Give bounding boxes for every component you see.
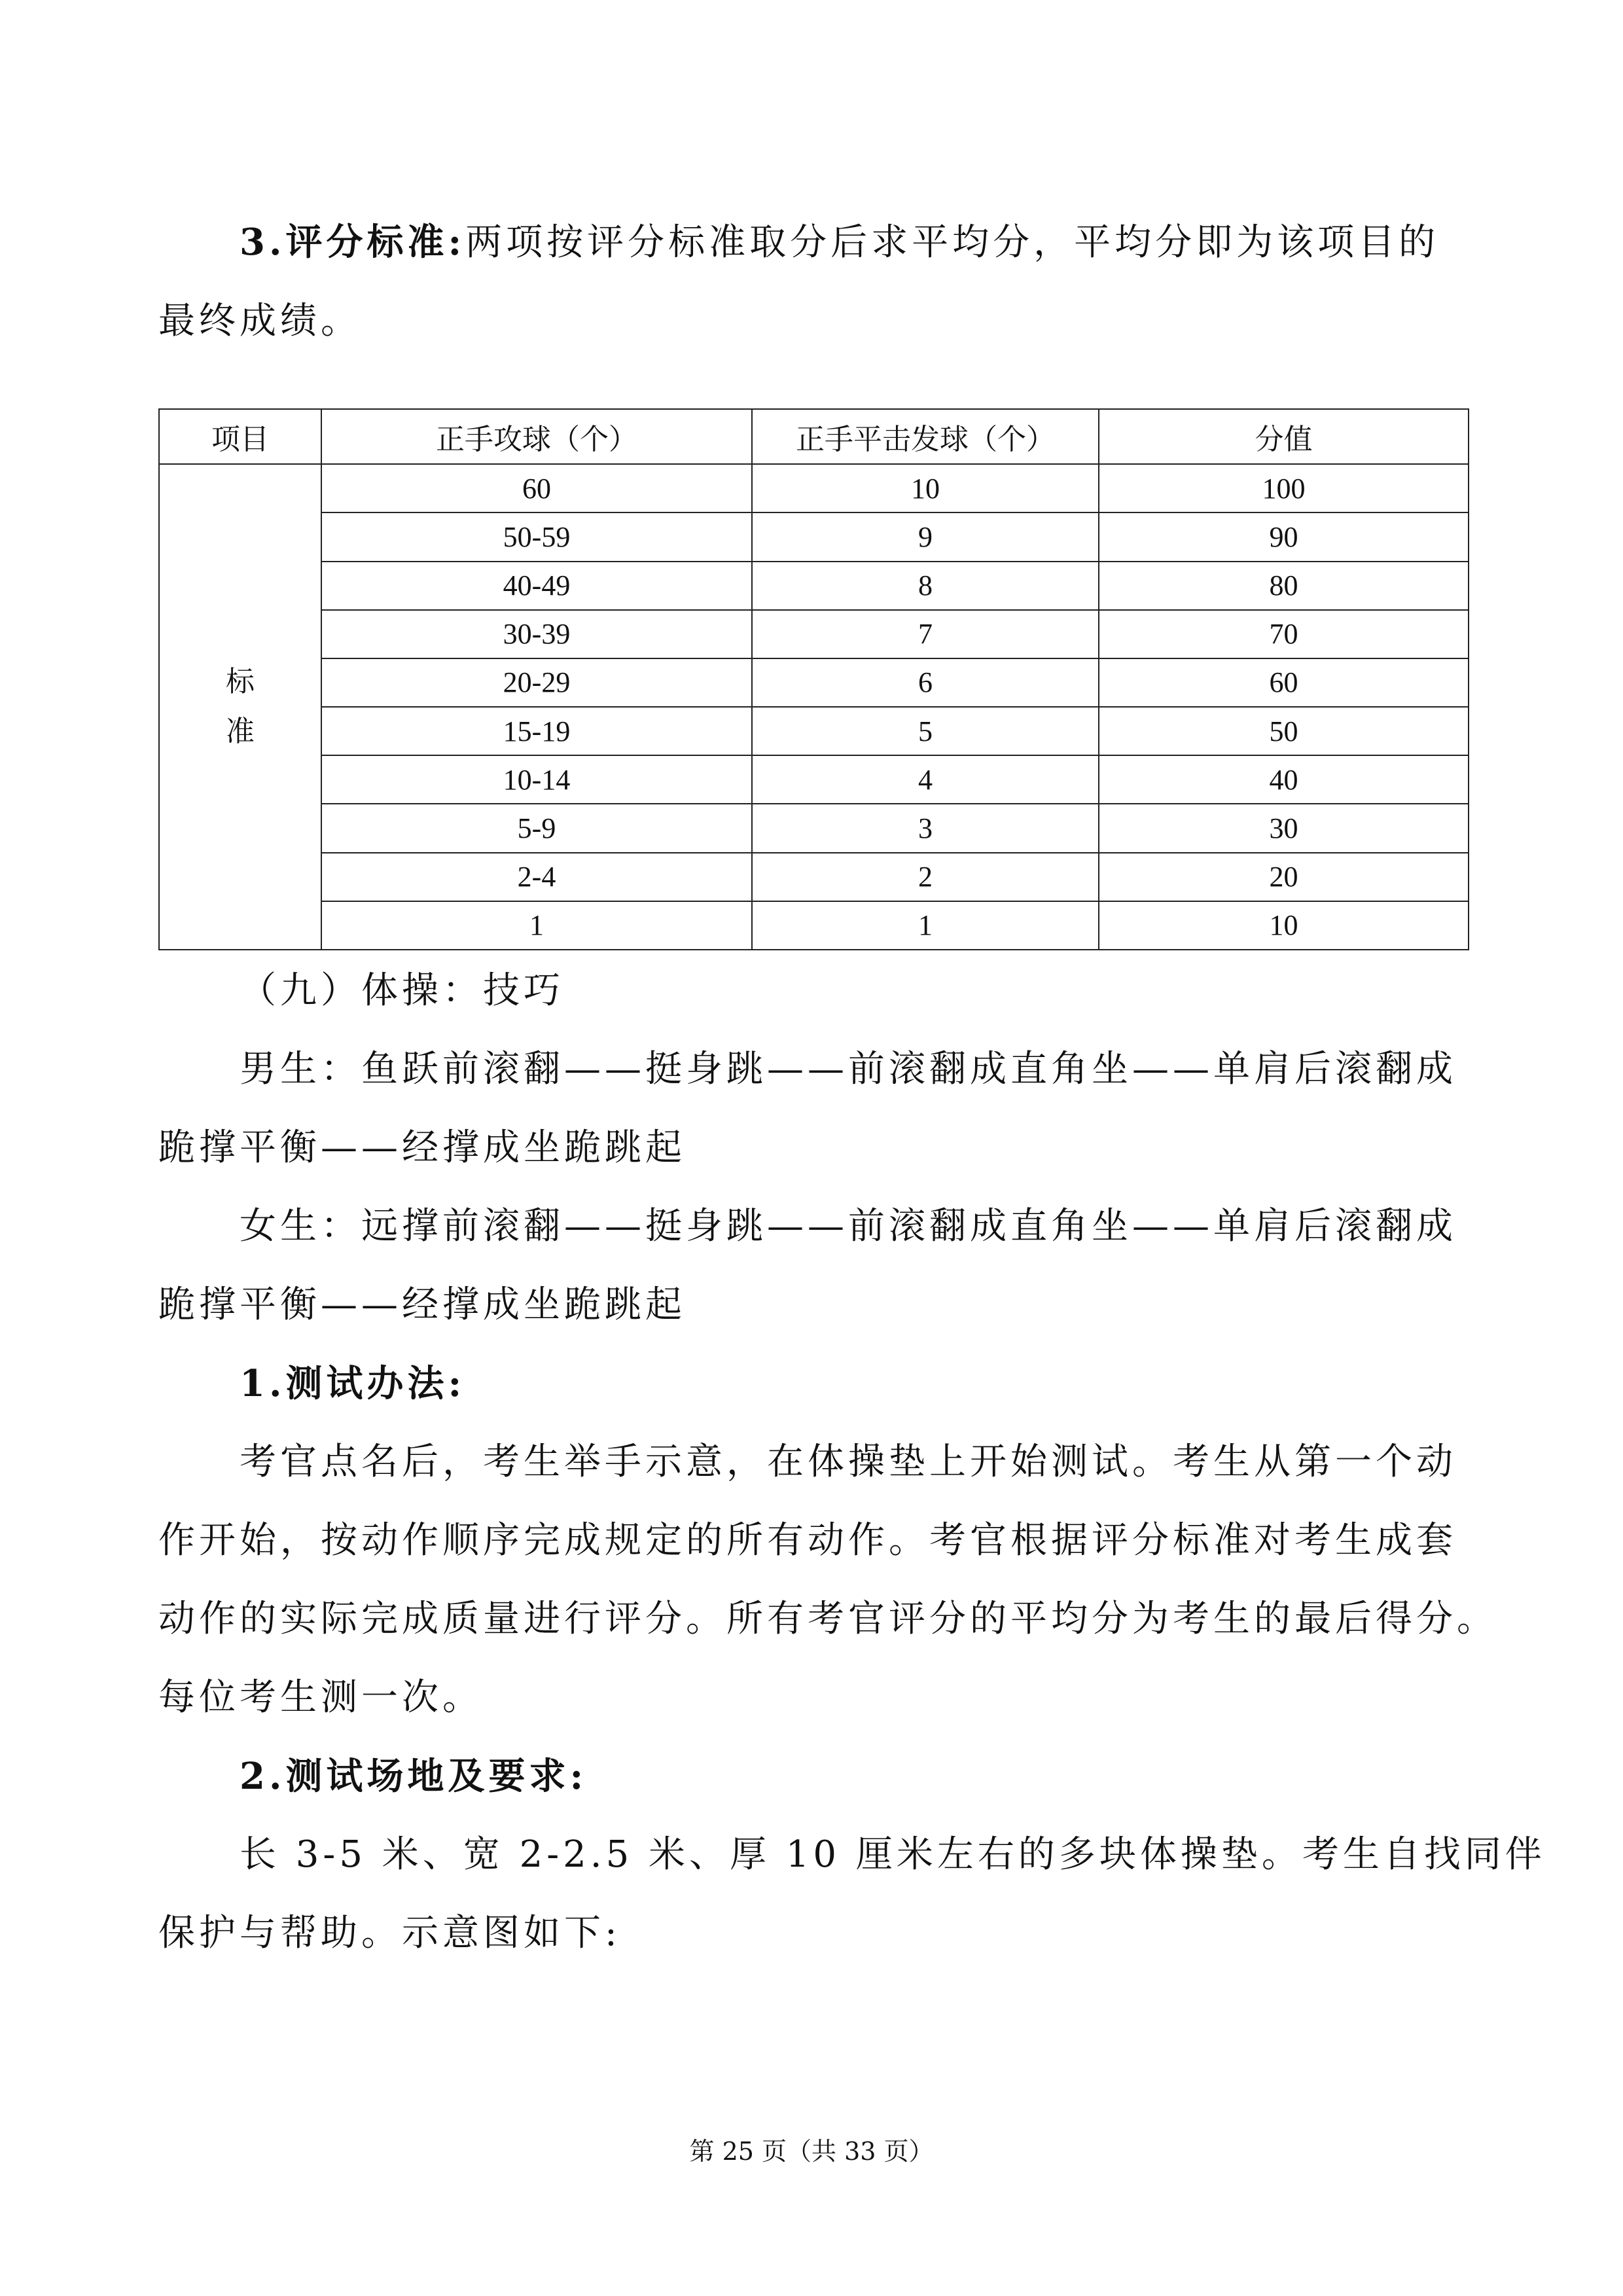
table-row xyxy=(159,853,1469,901)
table-header-cell: 正手攻球（个） xyxy=(321,409,752,464)
table-cell: 30-39 xyxy=(321,610,752,658)
male-requirement-cont: 跪撑平衡——经撑成坐跪跳起 xyxy=(158,1126,686,1169)
table-row xyxy=(159,658,1469,707)
venue-text: 保护与帮助。示意图如下: xyxy=(158,1912,621,1954)
table-cell: 5 xyxy=(752,707,1099,755)
table-header-cell: 项目 xyxy=(159,409,321,464)
table-cell: 50 xyxy=(1099,707,1469,755)
row-label-cell xyxy=(159,464,321,950)
table-row xyxy=(159,464,1469,512)
table-row xyxy=(159,707,1469,755)
page-number-footer: 第 25 页（共 33 页） xyxy=(689,2137,934,2166)
row-label-char: 准 xyxy=(226,715,255,748)
scoring-standard-paragraph xyxy=(158,203,1467,361)
table-cell: 3 xyxy=(752,804,1099,852)
table-row xyxy=(159,562,1469,610)
table-cell: 7 xyxy=(752,610,1099,658)
gymnastics-section xyxy=(158,952,1546,1973)
table-cell: 40-49 xyxy=(321,562,752,610)
table-row xyxy=(159,755,1469,804)
table-row xyxy=(159,901,1469,950)
venue-text: 长 3-5 米、宽 2-2.5 米、厚 10 厘米左右的多块体操垫。考生自找同伴 xyxy=(240,1833,1546,1876)
table-cell: 10 xyxy=(1099,901,1469,950)
table-cell: 40 xyxy=(1099,755,1469,804)
table-row xyxy=(159,610,1469,658)
table-cell: 10-14 xyxy=(321,755,752,804)
table-cell: 100 xyxy=(1099,464,1469,512)
table-cell: 5-9 xyxy=(321,804,752,852)
table-cell: 20 xyxy=(1099,853,1469,901)
scoring-table xyxy=(158,408,1469,950)
table-cell: 15-19 xyxy=(321,707,752,755)
table-row xyxy=(159,804,1469,852)
test-method-text: 考官点名后，考生举手示意，在体操垫上开始测试。考生从第一个动 xyxy=(240,1441,1457,1483)
table-cell: 60 xyxy=(1099,658,1469,707)
female-requirement: 女生：远撑前滚翻——挺身跳——前滚翻成直角坐——单肩后滚翻成 xyxy=(240,1205,1457,1247)
table-cell: 1 xyxy=(752,901,1099,950)
test-method-heading: 1.测试办法: xyxy=(240,1362,466,1405)
table-cell: 2 xyxy=(752,853,1099,901)
table-cell: 60 xyxy=(321,464,752,512)
female-requirement-cont: 跪撑平衡——经撑成坐跪跳起 xyxy=(158,1283,686,1326)
row-label-char: 标 xyxy=(226,666,255,698)
table-header-cell: 分值 xyxy=(1099,409,1469,464)
scoring-standard-text-cont: 最终成绩。 xyxy=(158,300,361,342)
table-cell: 9 xyxy=(752,512,1099,561)
table-cell: 80 xyxy=(1099,562,1469,610)
scoring-standard-text: 两项按评分标准取分后求平均分，平均分即为该项目的 xyxy=(465,221,1440,264)
table-cell: 20-29 xyxy=(321,658,752,707)
table-row xyxy=(159,512,1469,561)
test-method-text: 动作的实际完成质量进行评分。所有考官评分的平均分为考生的最后得分。 xyxy=(158,1598,1497,1640)
table-cell: 2-4 xyxy=(321,853,752,901)
table-cell: 8 xyxy=(752,562,1099,610)
venue-heading: 2.测试场地及要求: xyxy=(240,1755,588,1798)
test-method-text: 作开始，按动作顺序完成规定的所有动作。考官根据评分标准对考生成套 xyxy=(158,1519,1457,1562)
scoring-standard-heading: 3.评分标准: xyxy=(240,221,466,264)
table-cell: 4 xyxy=(752,755,1099,804)
table-cell: 10 xyxy=(752,464,1099,512)
gymnastics-title: （九）体操：技巧 xyxy=(240,969,564,1012)
test-method-text: 每位考生测一次。 xyxy=(158,1676,483,1719)
table-cell: 50-59 xyxy=(321,512,752,561)
table-cell: 6 xyxy=(752,658,1099,707)
male-requirement: 男生：鱼跃前滚翻——挺身跳——前滚翻成直角坐——单肩后滚翻成 xyxy=(240,1048,1457,1090)
table-header-row xyxy=(159,409,1469,464)
table-cell: 70 xyxy=(1099,610,1469,658)
table-cell: 1 xyxy=(321,901,752,950)
table-cell: 90 xyxy=(1099,512,1469,561)
table-cell: 30 xyxy=(1099,804,1469,852)
table-header-cell: 正手平击发球（个） xyxy=(752,409,1099,464)
